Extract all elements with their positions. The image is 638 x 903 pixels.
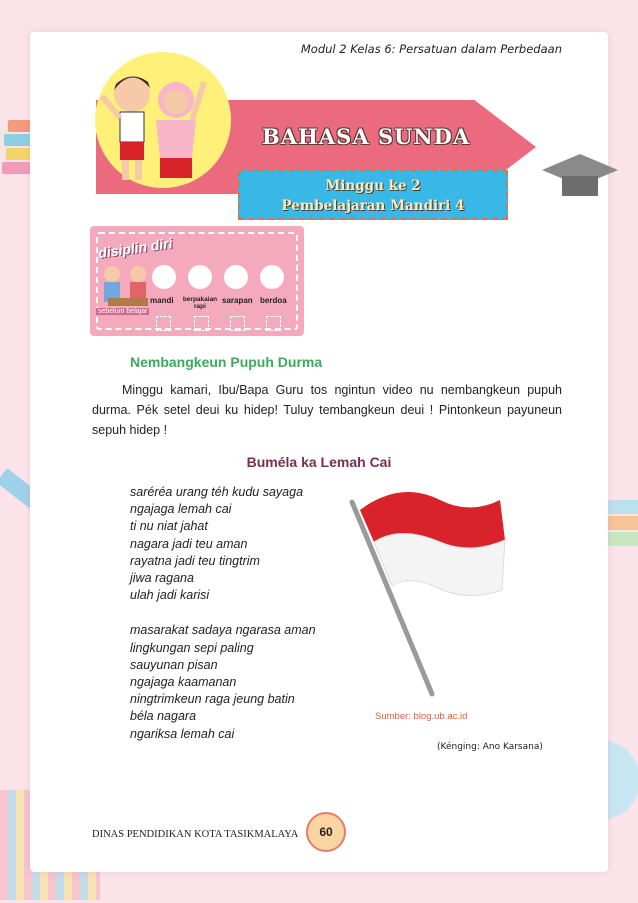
poem-line: sauyunan pisan	[130, 657, 218, 672]
poem-line: saréréa urang téh kudu sayaga	[130, 485, 304, 499]
berpakaian-icon	[188, 265, 212, 289]
week-line-1: Minggu ke 2	[325, 178, 421, 194]
poem-line: lingkungan sepi paling	[130, 640, 254, 655]
poem-line: masarakat sadaya ngarasa aman	[130, 623, 316, 638]
poem-line: ngajaga lemah cai	[130, 502, 232, 517]
family-illustration	[98, 262, 156, 308]
poster-caption: sebelum belajar	[98, 308, 148, 315]
poem-line: ningtrimkeun raga jeung batin	[130, 692, 295, 707]
poster-item-sarapan: sarapan	[222, 296, 253, 305]
graduation-cap-icon	[540, 150, 620, 210]
poem-author: (Kénging: Ano Karsana)	[437, 742, 543, 752]
checkbox-berpakaian	[194, 316, 209, 331]
poem-line: béla nagara	[130, 709, 197, 724]
checkbox-berdoa	[266, 316, 281, 331]
poem-line: ngajaga kaamanan	[130, 675, 237, 690]
mandi-icon	[152, 265, 176, 289]
poem-line: ngariksa lemah cai	[130, 726, 235, 741]
footer-office: DINAS PENDIDIKAN KOTA TASIKMALAYA	[92, 829, 299, 840]
poster-item-berdoa: berdoa	[260, 296, 287, 305]
poem-text	[130, 484, 316, 743]
indonesian-flag-image	[340, 470, 510, 700]
image-source-caption: Sumber: blog.ub.ac.id	[375, 711, 468, 722]
week-label-box	[238, 170, 508, 220]
berdoa-icon	[260, 265, 284, 289]
poster-item-berpakaian: berpakaian rapi	[182, 296, 218, 310]
page-number: 60	[306, 812, 346, 852]
poster-item-mandi: mandi	[150, 296, 174, 305]
poster-heading: disiplin diri	[97, 234, 174, 262]
checkbox-sarapan	[230, 316, 245, 331]
week-line-2: Pembelajaran Mandiri 4	[281, 198, 465, 214]
poem-line: nagara jadi teu aman	[130, 536, 248, 551]
section-title: Nembangkeun Pupuh Durma	[130, 354, 323, 370]
checkbox-mandi	[156, 316, 171, 331]
poem-line: jiwa ragana	[130, 571, 194, 586]
children-illustration	[100, 60, 210, 190]
instruction-paragraph: Minggu kamari, Ibu/Bapa Guru tos ngintun video nu nembangkeun pupuh durma. Pék setel deui ku hidep! Tuluy tembangkeun deui ! Pintonkeun payuneun sepuh hidep !	[92, 383, 562, 437]
module-header: Modul 2 Kelas 6: Persatuan dalam Perbedaan	[300, 42, 562, 56]
poem-line: rayatna jadi teu tingtrim	[130, 553, 260, 568]
poem-line: ti nu niat jahat	[130, 519, 208, 534]
subject-title: BAHASA SUNDA	[262, 124, 471, 149]
stanza-gap	[130, 604, 316, 622]
poem-line: ulah jadi karisi	[130, 588, 210, 603]
poem-title: Buméla ka Lemah Cai	[246, 454, 392, 470]
sarapan-icon	[224, 265, 248, 289]
